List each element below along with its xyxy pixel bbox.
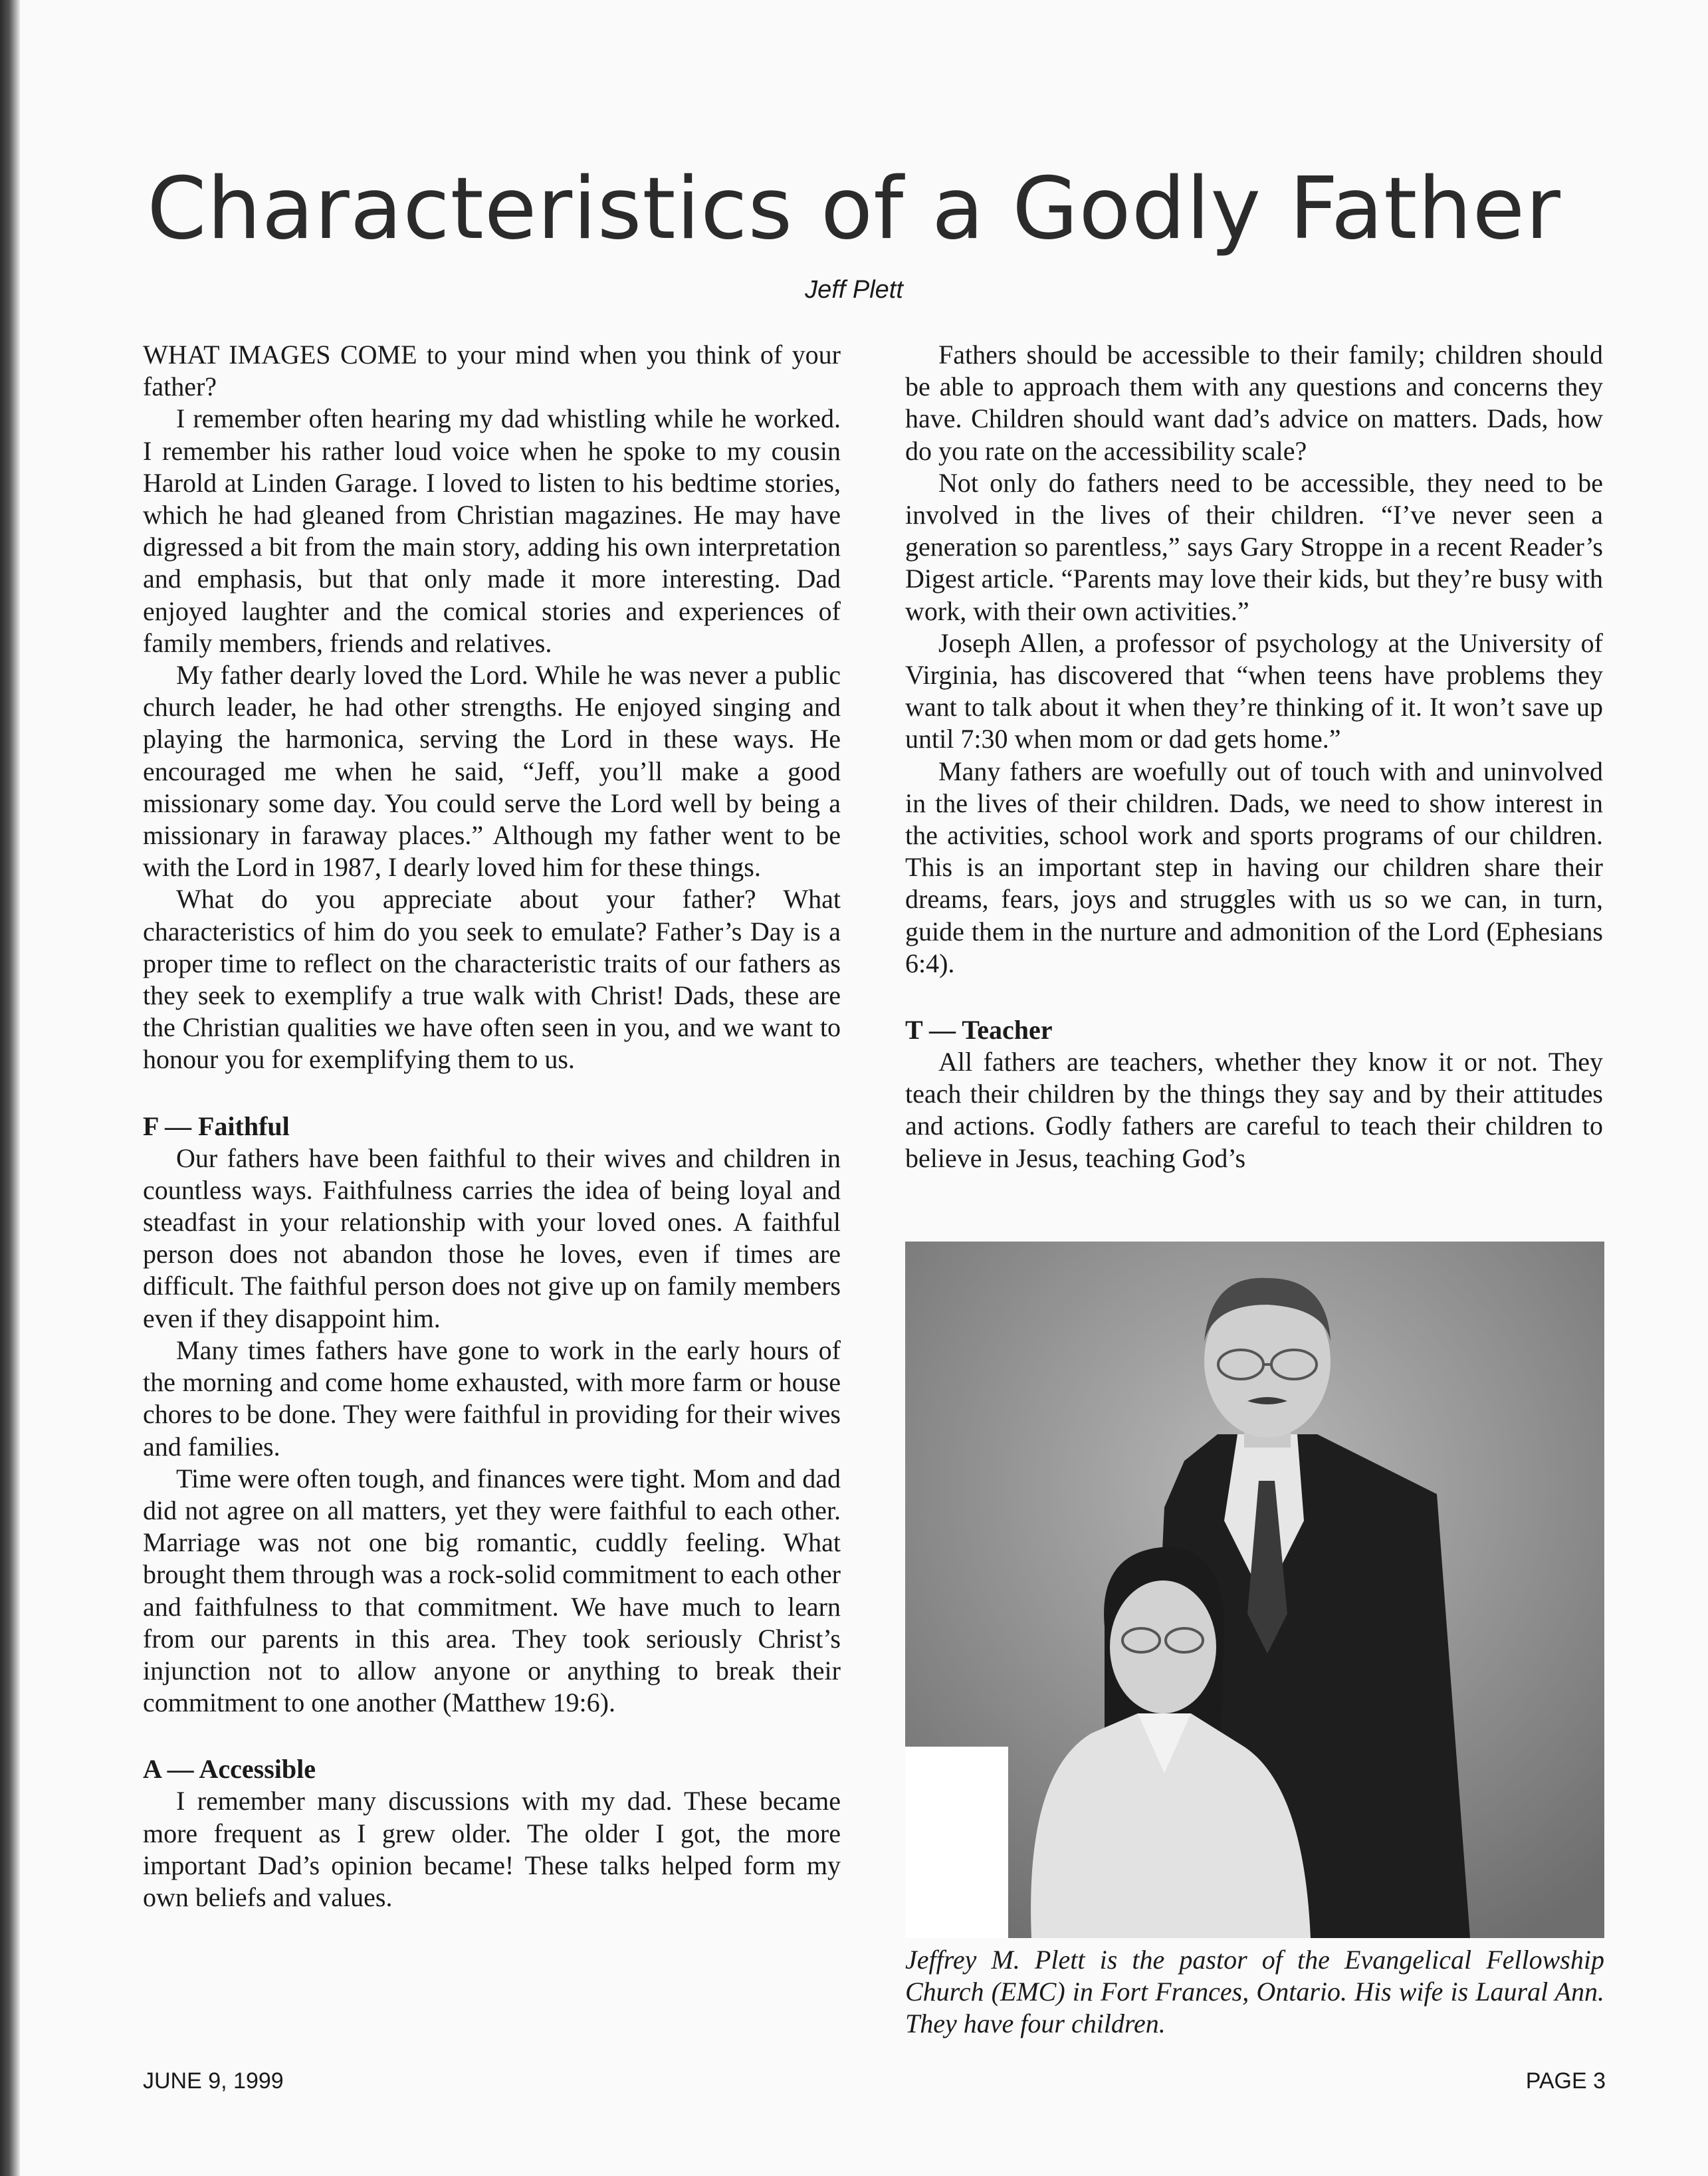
paragraph: Our fathers have been faithful to their wives and children in countless ways. Faithfulness carries the idea of being loyal and steadfast in your relationship with your loved ones. A faithful person does not abandon those he loves, even if times are difficult. The faithful person does not give up on family members even if they disappoint him.: [143, 1142, 841, 1333]
paragraph: I remember many discussions with my dad. These became more frequent as I grew older. The older I got, the more important Dad’s opinion became! These talks helped form my own beliefs and values.: [143, 1786, 841, 1912]
paragraph: WHAT IMAGES COME to your mind when you think of your father?: [143, 340, 841, 402]
portrait-photo: [905, 1242, 1604, 1938]
left-column: [143, 339, 841, 1913]
paragraph: Many times fathers have gone to work in the early hours of the morning and come home exhausted, with more farm or house chores to be done. They were faithful in providing for their wives and families.: [143, 1335, 841, 1462]
page-number: PAGE 3: [1525, 2068, 1606, 2094]
paragraph: I remember often hearing my dad whistling while he worked. I remember his rather loud voice when he spoke to my cousin Harold at Linden Garage. I loved to listen to his bedtime stories, which he had gleaned from Christian magazines. He may have digressed a bit from the main story, adding his own interpretation and emphasis, but that only made it more interesting. Dad enjoyed laughter and the comical stories and experiences of family members, friends and relatives.: [143, 403, 841, 658]
article-title: Characteristics of a Godly Father: [147, 160, 1561, 259]
paragraph: My father dearly loved the Lord. While he was never a public church leader, he had other strengths. He enjoyed singing and playing the harmonica, serving the Lord in these ways. He encouraged me when he said, “Jeff, you’ll make a good missionary some day. You could serve the Lord well by being a missionary in faraway places.” Although my father went to be with the Lord in 1987, I dearly loved him for these things.: [143, 660, 841, 883]
issue-date: JUNE 9, 1999: [143, 2068, 284, 2094]
section-heading-teacher: T — Teacher: [905, 1015, 1053, 1045]
photo-caption: Jeffrey M. Plett is the pastor of the Evangelical Fellowship Church (EMC) in Fort Frances, Ontario. His wife is Laural Ann. They have four children.: [905, 1945, 1604, 2038]
paragraph: All fathers are teachers, whether they know it or not. They teach their children by the things they say and by their attitudes and actions. Godly fathers are careful to teach their children to believe in Jesus, teaching God’s: [905, 1047, 1603, 1173]
right-column: [905, 339, 1603, 1174]
paragraph: Many fathers are woefully out of touch with and uninvolved in the lives of their children. Dads, we need to show interest in the activities, school work and sports programs of our children. This is an important step in having our children share their dreams, fears, joys and struggles with us so we can, in turn, guide them in the nurture and admonition of the Lord (Ephesians 6:4).: [905, 756, 1603, 978]
paragraph: Fathers should be accessible to their family; children should be able to approach them with any questions and concerns they have. Children should want dad’s advice on matters. Dads, how do you rate on the accessibility scale?: [905, 340, 1603, 466]
paragraph: Not only do fathers need to be accessible, they need to be involved in the lives of their children. “I’ve never seen a generation so parentless,” says Gary Stroppe in a recent Reader’s Digest article. “Parents may love their kids, but they’re busy with work, with their own activities.”: [905, 467, 1603, 626]
scan-edge: [0, 0, 20, 2176]
section-heading-accessible: A — Accessible: [143, 1754, 316, 1785]
paragraph: Time were often tough, and finances were tight. Mom and dad did not agree on all matters, yet they were faithful to each other. Marriage was not one big romantic, cuddly feeling. What brought them through was a rock-solid commitment to each other and faithfulness to that commitment. We have much to learn from our parents in this area. They took seriously Christ’s injunction not to allow anyone or anything to break their commitment to one another (Matthew 19:6).: [143, 1463, 841, 1718]
section-heading-faithful: F — Faithful: [143, 1111, 290, 1141]
paragraph: What do you appreciate about your father? What characteristics of him do you seek to emulate? Father’s Day is a proper time to reflect on the characteristic traits of our fathers as they seek to exemplify a true walk with Christ! Dads, these are the Christian qualities we have often seen in you, and we want to honour you for exemplifying them to us.: [143, 884, 841, 1075]
byline: Jeff Plett: [805, 276, 903, 304]
paragraph: Joseph Allen, a professor of psychology at the University of Virginia, has discovered that “when teens have problems they want to talk about it when they’re thinking of it. It won’t save up until 7:30 when mom or dad gets home.”: [905, 627, 1603, 754]
